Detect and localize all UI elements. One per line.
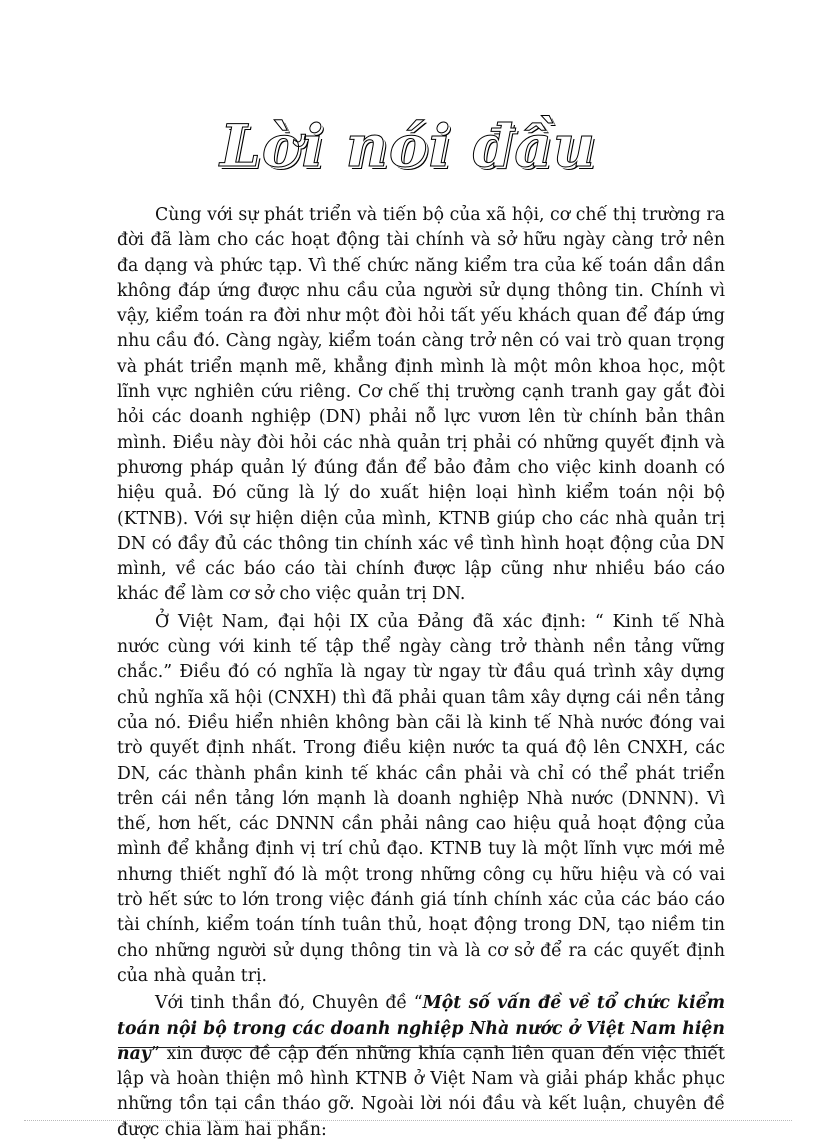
topic-title: Một số vấn đề về tổ chức kiểm toán nội bộ trong các doanh nghiệp Nhà nước ở Việt Nam hiện nay (117, 993, 725, 1064)
paragraph-3-lead: Với tinh thần đó, Chuyên đề “ (155, 993, 423, 1014)
footer-rule (118, 1047, 723, 1048)
paragraph-1: Cùng với sự phát triển và tiến bộ của xã hội, cơ chế thị trường ra đời đã làm cho các hoạt động tài chính và sở hữu ngày càng trở nên đa dạng và phức tạp. Vì thế chức năng kiểm tra của kế toán dần dần không đáp ứng được nhu cầu của người sử dụng thông tin. Chính vì vậy, kiểm toán ra đời như một đòi hỏi tất yếu khách quan để đáp ứng nhu cầu đó. Càng ngày, kiểm toán càng trở nên có vai trò quan trọng và phát triển mạnh mẽ, khẳng định mình là một môn khoa học, một lĩnh vực nghiên cứu riêng. Cơ chế thị trường cạnh tranh gay gắt đòi hỏi các doanh nghiệp (DN) phải nỗ lực vươn lên từ chính bản thân mình. Điều này đòi hỏi các nhà quản trị phải có những quyết định và phương pháp quản lý đúng đắn để bảo đảm cho việc kinh doanh có hiệu quả. Đó cũng là lý do xuất hiện loại hình kiểm toán nội bộ (KTNB). Với sự hiện diện của mình, KTNB giúp cho các nhà quản trị DN có đầy đủ các thông tin chính xác về tình hình hoạt động của DN mình, về các báo cáo tài chính được lập cũng như nhiều báo cáo khác để làm cơ sở cho việc quản trị DN. (117, 205, 725, 605)
paragraph-2: Ở Việt Nam, đại hội IX của Đảng đã xác định: “ Kinh tế Nhà nước cùng với kinh tế tập thể ngày càng trở thành nền tảng vững chắc.” Điều đó có nghĩa là ngay từ ngay từ đầu quá trình xây dựng chủ nghĩa xã hội (CNXH) thì đã phải quan tâm xây dựng cái nền tảng của nó. Điều hiển nhiên không bàn cãi là kinh tế Nhà nước đóng vai trò quyết định nhất. Trong điều kiện nước ta quá độ lên CNXH, các DN, các thành phần kinh tế khác cần phải và chỉ có thể phát triển trên cái nền tảng lớn mạnh là doanh nghiệp Nhà nước (DNNN). Vì thế, hơn hết, các DNNN cần phải nâng cao hiệu quả hoạt động của mình để khẳng định vị trí chủ đạo. KTNB tuy là một lĩnh vực mới mẻ nhưng thiết nghĩ đó là một trong những công cụ hữu hiệu và có vai trò hết sức to lớn trong việc đánh giá tính chính xác của các báo cáo tài chính, kiểm toán tính tuân thủ, hoạt động trong DN, tạo niềm tin cho những người sử dụng thông tin và là cơ sở để ra các quyết định của nhà quản trị. (117, 611, 725, 986)
document-body (117, 203, 725, 1143)
page-edge-dots (24, 1120, 792, 1121)
page-title: Lời nói đầu (219, 112, 597, 180)
paragraph-3-rest: ” xin được đề cập đến những khía cạnh liên quan đến việc thiết lập và hoàn thiện mô hình KTNB ở Việt Nam và giải pháp khắc phục những tồn tại cần tháo gỡ. Ngoài lời nói đầu và kết luận, chuyên đề được chia làm hai phần: (117, 1043, 725, 1140)
